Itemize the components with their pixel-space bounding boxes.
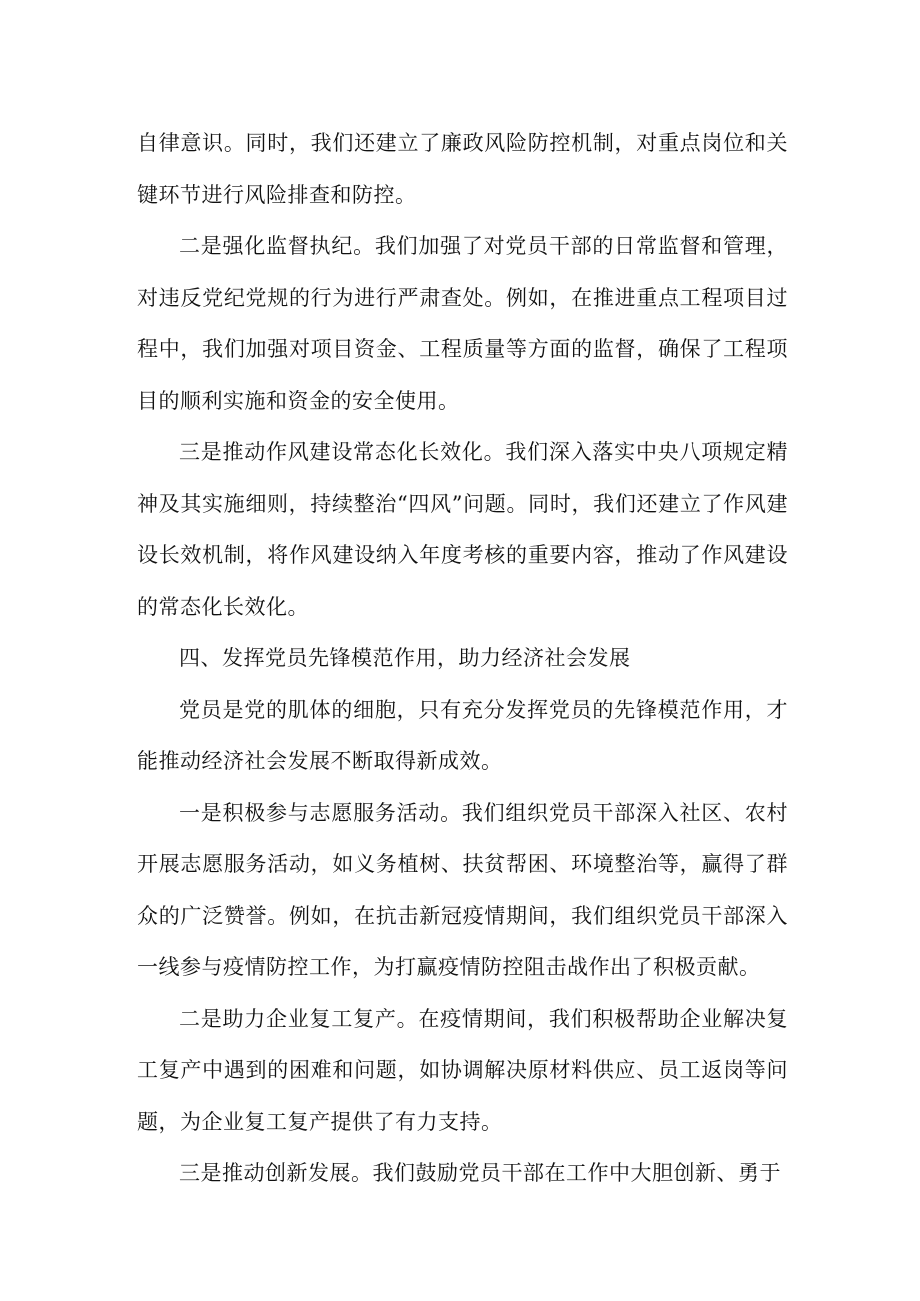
- document-body: [137, 118, 788, 1200]
- section-heading-four: 四、发挥党员先锋模范作用，助力经济社会发展: [179, 646, 631, 670]
- paragraph-work-style: 三是推动作风建设常态化长效化。我们深入落实中央八项规定精神及其实施细则，持续整治“四风”问题。同时，我们还建立了作风建设长效机制，将作风建设纳入年度考核的重要内容，推动了作风建设的常态化长效化。: [137, 440, 788, 619]
- paragraph-volunteer-service: 一是积极参与志愿服务活动。我们组织党员干部深入社区、农村开展志愿服务活动，如义务植树、扶贫帮困、环境整治等，赢得了群众的广泛赞誉。例如，在抗击新冠疫情期间，我们组织党员干部深入一线参与疫情防控工作，为打赢疫情防控阻击战作出了积极贡献。: [137, 800, 788, 979]
- paragraph-continuation: 自律意识。同时，我们还建立了廉政风险防控机制，对重点岗位和关键环节进行风险排查和防控。: [137, 131, 788, 207]
- paragraph-party-members: 党员是党的肌体的细胞，只有充分发挥党员的先锋模范作用，才能推动经济社会发展不断取得新成效。: [137, 697, 788, 773]
- paragraph-supervision: 二是强化监督执纪。我们加强了对党员干部的日常监督和管理，对违反党纪党规的行为进行严肃查处。例如，在推进重点工程项目过程中，我们加强对项目资金、工程质量等方面的监督，确保了工程项目的顺利实施和资金的安全使用。: [137, 234, 788, 413]
- paragraph-innovation: 三是推动创新发展。我们鼓励党员干部在工作中大胆创新、勇于: [179, 1161, 781, 1185]
- paragraph-resume-production: 二是助力企业复工复产。在疫情期间，我们积极帮助企业解决复工复产中遇到的困难和问题，如协调解决原材料供应、员工返岗等问题，为企业复工复产提供了有力支持。: [137, 1006, 788, 1134]
